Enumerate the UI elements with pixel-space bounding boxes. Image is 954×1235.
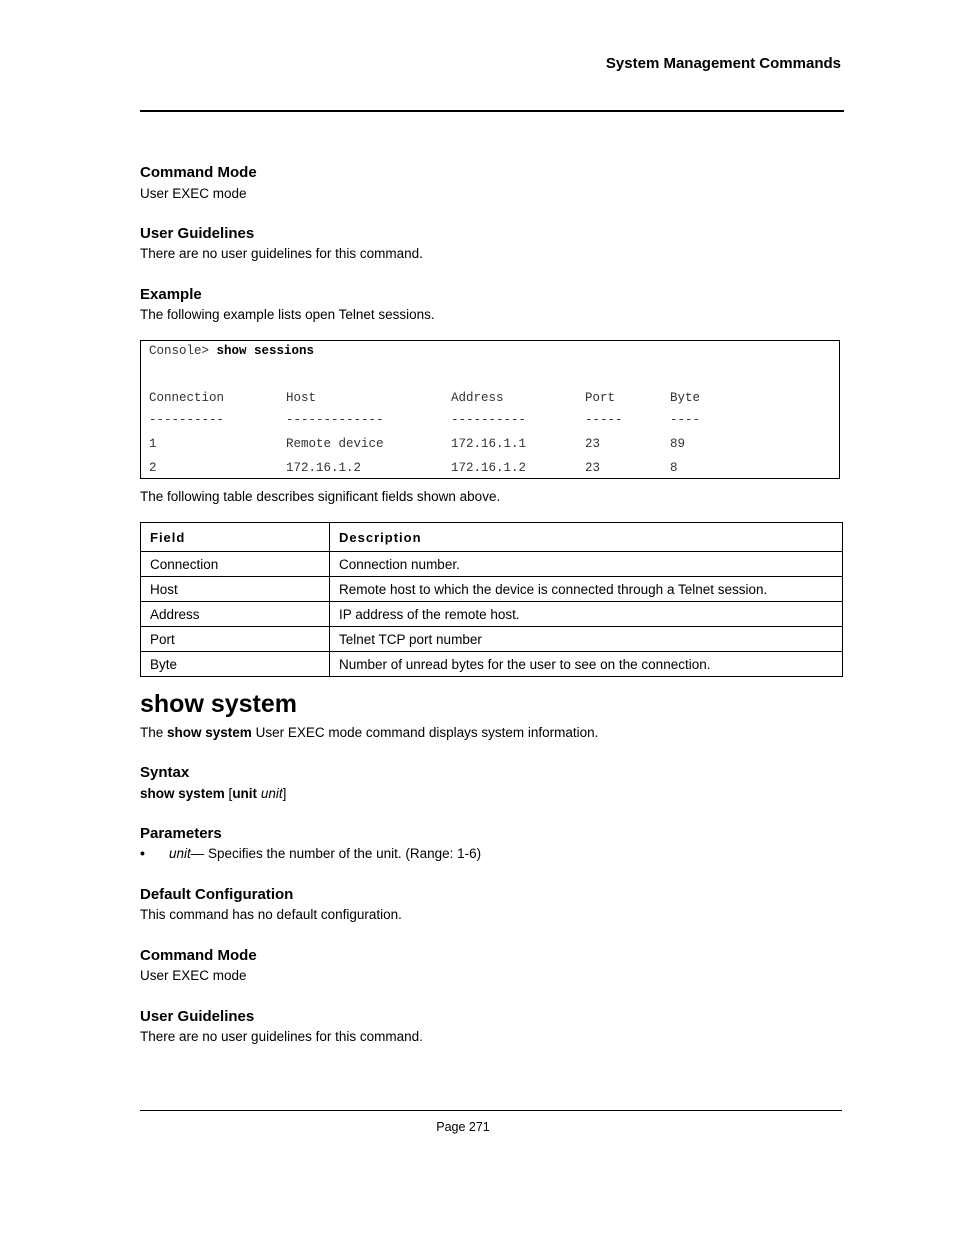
console-cell: 89 [670,437,686,451]
table-cell-description: Telnet TCP port number [330,627,843,652]
show-system-intro [140,725,598,740]
table-row [141,552,843,577]
console-command: show sessions [216,344,315,358]
console-col-byte: Byte [670,391,701,405]
parameters-heading: Parameters [140,825,222,842]
syntax-bracket-close: ] [282,786,287,801]
table-intro-text: The following table describes significant fields shown above. [140,489,501,504]
table-row [141,652,843,677]
console-col-host: Host [286,391,317,405]
table-cell-field: Port [141,627,330,652]
command-mode-text: User EXEC mode [140,186,247,201]
console-dash: ---- [670,413,701,427]
console-cell: Remote device [286,437,384,451]
console-cell: 172.16.1.2 [286,461,362,475]
user-guidelines-text-2: There are no user guidelines for this command. [140,1029,423,1044]
console-command-line [149,344,314,358]
table-row [141,627,843,652]
table-row [141,577,843,602]
footer-rule [140,1110,842,1111]
table-cell-field: Address [141,602,330,627]
user-guidelines-heading: User Guidelines [140,225,255,242]
page-number: Page 271 [436,1120,490,1134]
example-heading: Example [140,286,202,303]
table-header-description: Description [330,523,843,552]
fields-table [140,522,843,677]
console-col-connection: Connection [149,391,225,405]
syntax-param: unit [260,786,283,801]
console-cell: 172.16.1.1 [451,437,527,451]
console-cell: 2 [149,461,157,475]
user-guidelines-heading-2: User Guidelines [140,1008,255,1025]
console-cell: 8 [670,461,678,475]
section-title: show system [140,690,298,718]
bullet-icon: • [140,845,145,861]
table-cell-description: IP address of the remote host. [330,602,843,627]
console-output-box [140,340,840,479]
syntax-heading: Syntax [140,764,190,781]
console-col-port: Port [585,391,616,405]
table-cell-description: Connection number. [330,552,843,577]
table-cell-description: Remote host to which the device is connected through a Telnet session. [330,577,843,602]
table-header-row [141,523,843,552]
syntax-line [140,786,286,801]
table-row [141,602,843,627]
default-config-text: This command has no default configuration. [140,907,402,922]
console-cell: 23 [585,461,601,475]
intro-post: User EXEC mode command displays system information. [251,725,599,740]
user-guidelines-text: There are no user guidelines for this command. [140,246,423,261]
table-cell-description: Number of unread bytes for the user to see on the connection. [330,652,843,677]
console-cell: 1 [149,437,157,451]
console-dash: ---------- [149,413,225,427]
syntax-bracket-open: [ [224,786,233,801]
default-config-heading: Default Configuration [140,886,294,903]
example-text: The following example lists open Telnet sessions. [140,307,435,322]
console-cell: 23 [585,437,601,451]
parameter-item [169,846,481,861]
console-cell: 172.16.1.2 [451,461,527,475]
header-rule [140,110,844,112]
table-cell-field: Connection [141,552,330,577]
table-header-field: Field [141,523,330,552]
command-mode-text-2: User EXEC mode [140,968,247,983]
syntax-command: show system [140,786,225,801]
command-mode-heading: Command Mode [140,164,257,181]
parameter-name: unit [169,846,191,861]
console-col-address: Address [451,391,504,405]
syntax-keyword: unit [232,786,258,801]
running-header: System Management Commands [605,55,841,72]
console-dash: ------------- [286,413,384,427]
parameter-desc: — Specifies the number of the unit. (Range: 1-6) [190,846,482,861]
intro-command: show system [167,725,252,740]
command-mode-heading-2: Command Mode [140,947,257,964]
console-dash: ---------- [451,413,527,427]
console-prompt: Console> [149,344,210,358]
intro-pre: The [140,725,168,740]
console-dash: ----- [585,413,623,427]
table-cell-field: Host [141,577,330,602]
table-cell-field: Byte [141,652,330,677]
